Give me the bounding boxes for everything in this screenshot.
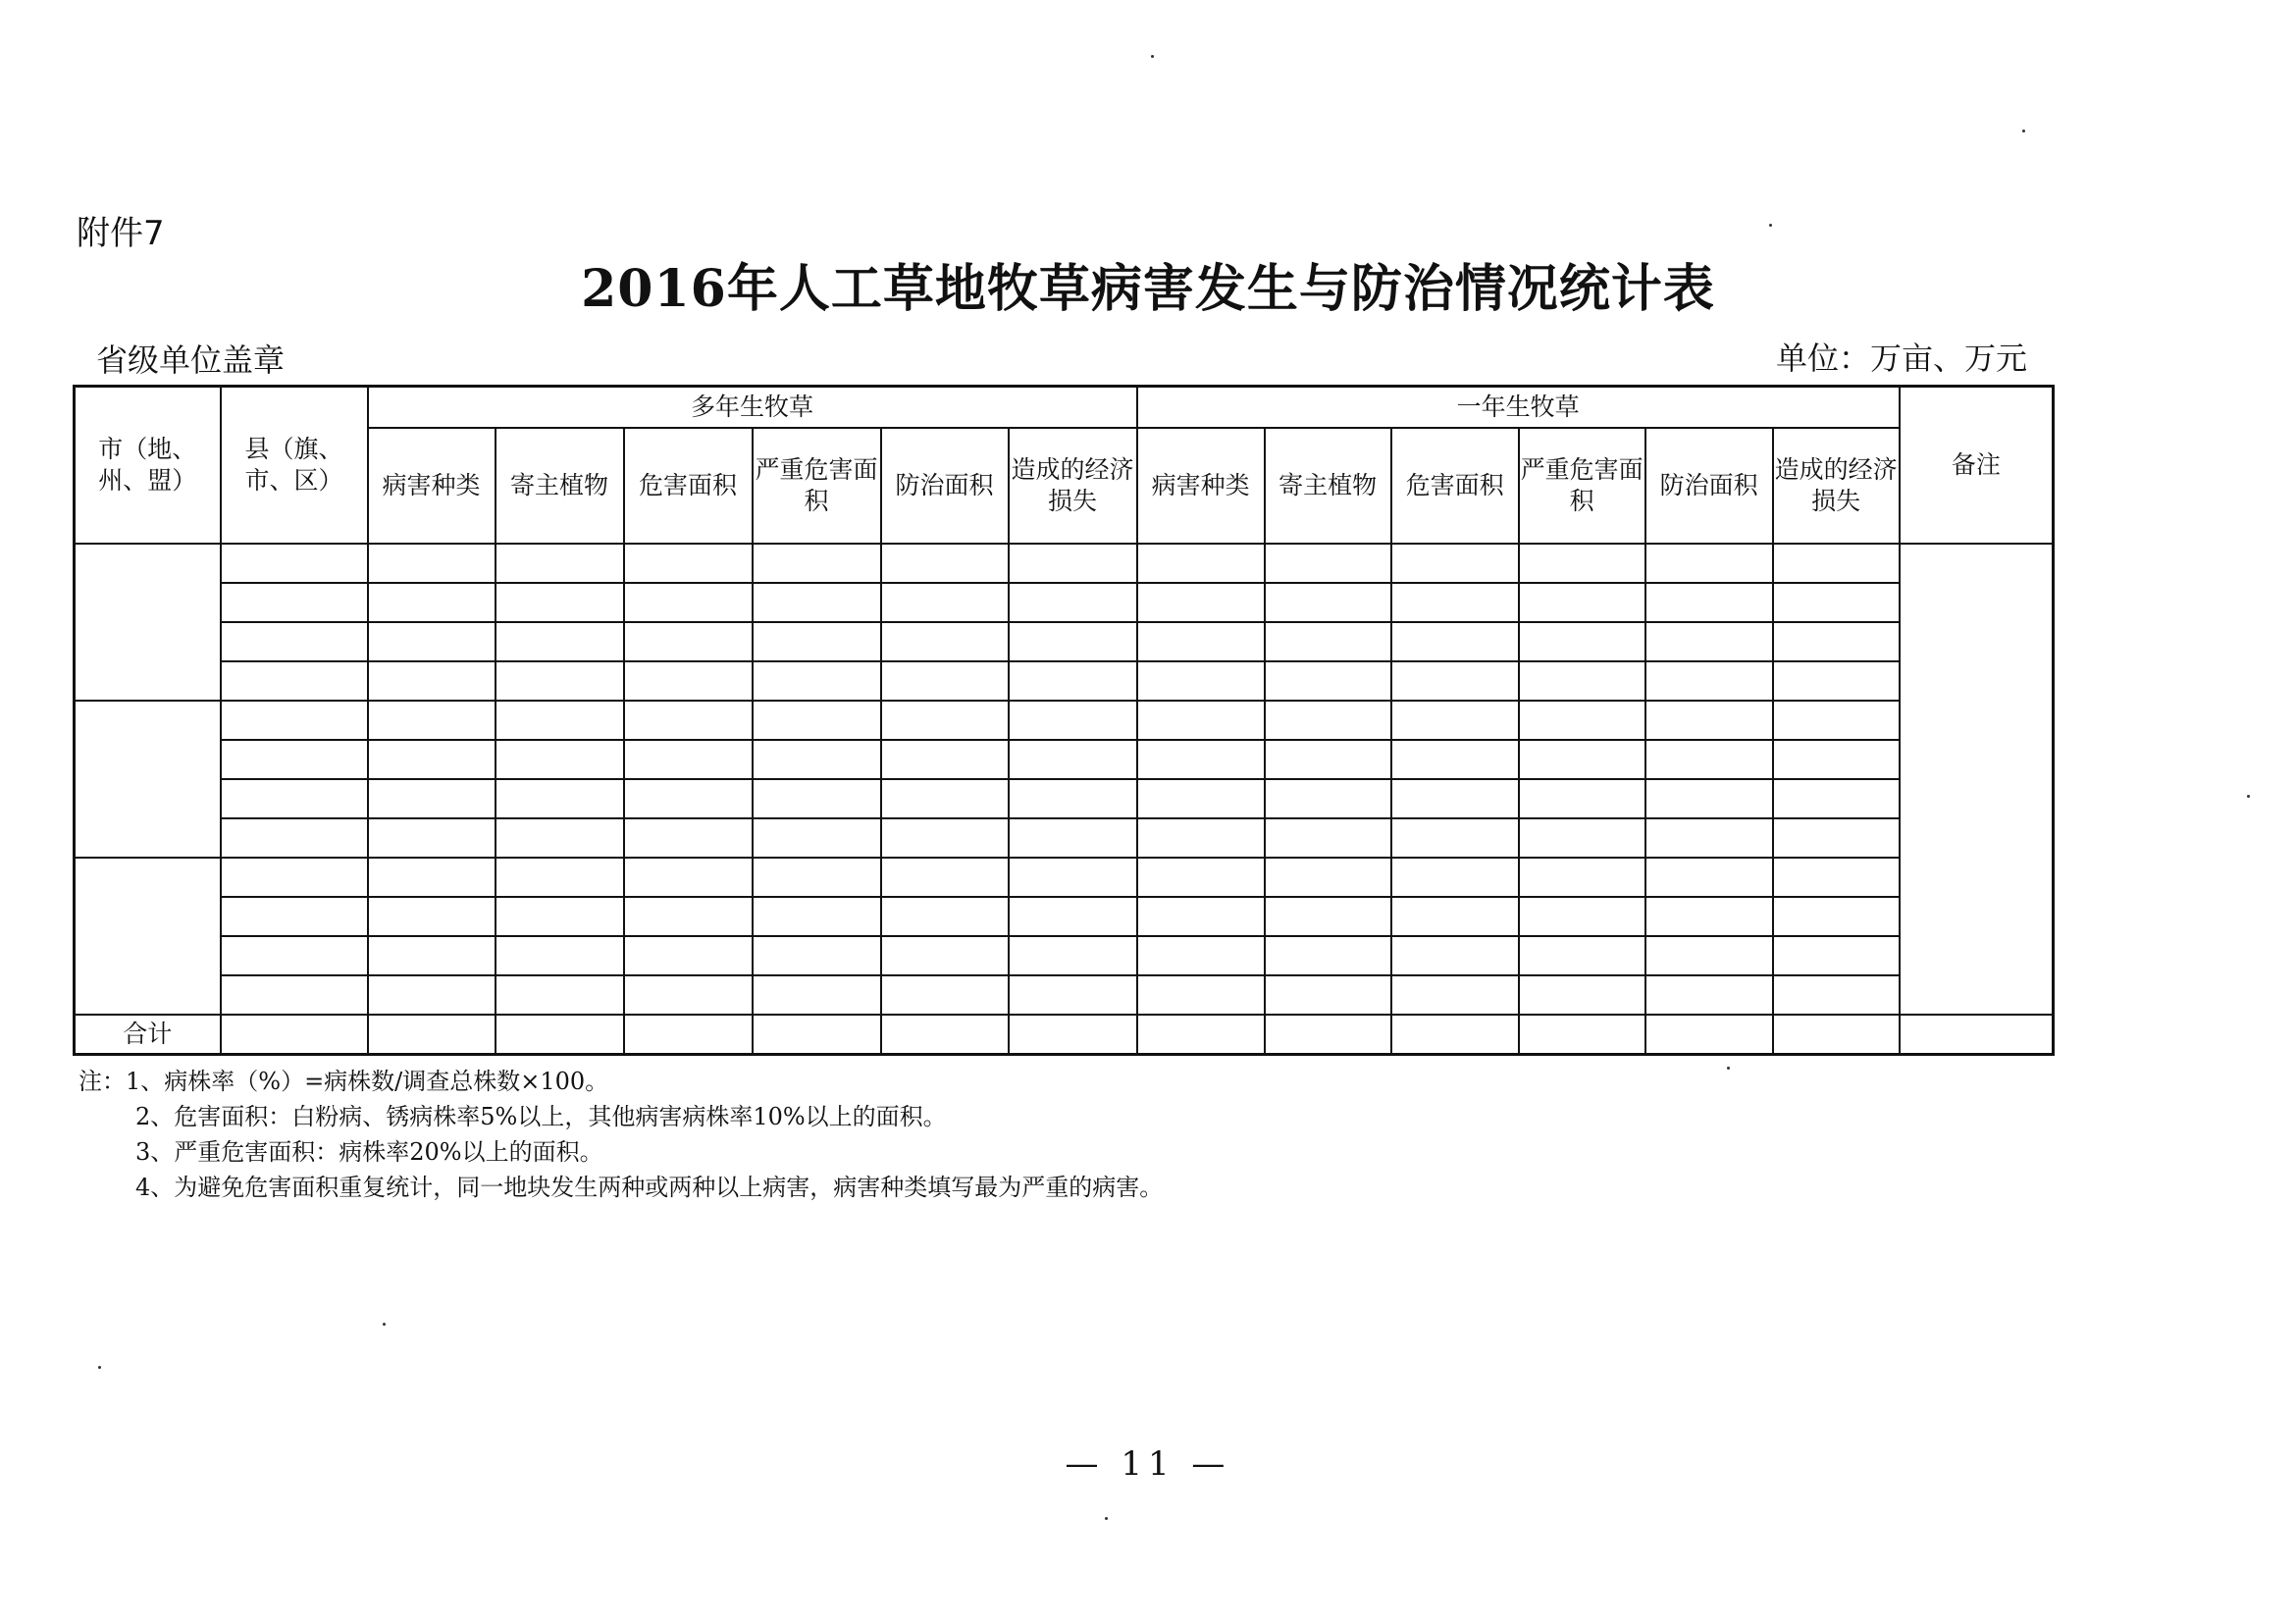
table-cell [881,975,1009,1015]
table-cell [1519,661,1645,701]
table-cell [881,740,1009,779]
table-cell [881,544,1009,583]
scan-speck [1769,224,1772,227]
header-annual-severe-area: 严重危害面积 [1519,428,1645,544]
table-cell [624,544,753,583]
table-cell [753,975,881,1015]
table-cell [1137,779,1265,818]
table-cell [1519,544,1645,583]
table-cell [1391,544,1519,583]
header-perennial-disease-type: 病害种类 [368,428,496,544]
scan-speck [2022,130,2025,132]
table-cell [1265,622,1391,661]
table-cell [368,583,496,622]
table-cell [368,661,496,701]
header-city [75,387,221,545]
scan-speck [1151,55,1154,58]
table-cell [221,936,368,975]
table-cell [624,779,753,818]
table-cell [753,779,881,818]
header-city-label: 市（地、州、盟） [98,434,197,495]
table-cell [496,622,624,661]
table-cell [1137,936,1265,975]
table-row [75,661,2054,701]
table-cell [1009,897,1137,936]
header-group-perennial: 多年生牧草 [368,387,1137,429]
table-cell [1391,818,1519,858]
table-cell [1645,661,1773,701]
table-cell [1519,858,1645,897]
table-cell [1645,583,1773,622]
table-cell [753,661,881,701]
table-cell [1009,740,1137,779]
table-cell [1519,975,1645,1015]
table-cell [624,622,753,661]
table-cell [881,858,1009,897]
table-cell [1645,622,1773,661]
table-cell [1137,818,1265,858]
table-cell [1773,701,1900,740]
table-cell [221,779,368,818]
table-cell [624,701,753,740]
statistics-table [73,385,2055,1056]
table-cell [1773,818,1900,858]
table-cell [1391,583,1519,622]
total-cell [1645,1015,1773,1055]
table-cell [368,740,496,779]
total-cell [496,1015,624,1055]
table-cell [1137,975,1265,1015]
table-cell [1391,779,1519,818]
table-cell [1137,897,1265,936]
scan-speck [383,1323,386,1326]
header-annual-damage-area: 危害面积 [1391,428,1519,544]
table-row [75,779,2054,818]
city-cell [75,544,221,701]
table-cell [1265,544,1391,583]
table-cell [496,897,624,936]
header-perennial-host-plant: 寄主植物 [496,428,624,544]
page-number: — 11 — [1065,1444,1231,1484]
table-cell [1645,975,1773,1015]
table-cell [221,622,368,661]
table-row [75,583,2054,622]
total-cell [1265,1015,1391,1055]
table-row [75,544,2054,583]
table-cell [1009,661,1137,701]
table-cell [753,897,881,936]
total-cell [881,1015,1009,1055]
note-3: 3、严重危害面积：病株率20%以上的面积。 [135,1138,603,1166]
table-cell [1265,779,1391,818]
attachment-label: 附件7 [77,214,165,253]
table-cell [1391,701,1519,740]
header-perennial-damage-area: 危害面积 [624,428,753,544]
table-cell [368,897,496,936]
table-cell [221,975,368,1015]
table-cell [496,975,624,1015]
scan-speck [1105,1517,1108,1520]
table-cell [368,818,496,858]
table-cell [1265,740,1391,779]
table-cell [1391,622,1519,661]
table-cell [221,701,368,740]
table-cell [1265,818,1391,858]
table-row [75,897,2054,936]
table-cell [753,936,881,975]
table-cell [1519,897,1645,936]
table-cell [624,583,753,622]
table-cell [1137,583,1265,622]
header-group-annual: 一年生牧草 [1137,387,1900,429]
table-cell [624,818,753,858]
table-cell [881,818,1009,858]
table-cell [624,936,753,975]
table-cell [1645,544,1773,583]
unit-label: 单位：万亩、万元 [1775,340,2027,377]
table-cell [368,936,496,975]
total-cell [1773,1015,1900,1055]
table-cell [1519,583,1645,622]
notes [78,1064,1163,1205]
table-cell [881,779,1009,818]
table-cell [368,975,496,1015]
table-cell [1645,897,1773,936]
table-cell [1391,661,1519,701]
table-cell [496,661,624,701]
table-cell [1773,544,1900,583]
header-annual-disease-type: 病害种类 [1137,428,1265,544]
table-cell [496,544,624,583]
table-cell [1773,936,1900,975]
table-row [75,936,2054,975]
table-cell [221,897,368,936]
total-row [75,1015,2054,1055]
table-cell [1519,740,1645,779]
table-cell [221,818,368,858]
table-cell [496,740,624,779]
header-county-label: 县（旗、市、区） [244,434,343,495]
note-1: 注：1、病株率（%）=病株数/调查总株数×100。 [78,1068,609,1095]
table-cell [1009,583,1137,622]
table-cell [1137,544,1265,583]
table-row [75,740,2054,779]
table-cell [1773,779,1900,818]
table-cell [1009,622,1137,661]
table-cell [496,858,624,897]
table-cell [1645,740,1773,779]
table-cell [1265,701,1391,740]
table-cell [624,858,753,897]
table-cell [221,661,368,701]
header-annual-control-area: 防治面积 [1645,428,1773,544]
table-cell [881,583,1009,622]
table-cell [221,583,368,622]
table-row [75,701,2054,740]
table-cell [624,740,753,779]
table-cell [753,740,881,779]
table-cell [881,622,1009,661]
table-cell [368,701,496,740]
table-cell [1773,661,1900,701]
table-cell [1009,975,1137,1015]
total-cell [1519,1015,1645,1055]
table-cell [1265,936,1391,975]
table-cell [1391,740,1519,779]
total-cell [624,1015,753,1055]
table-cell [1645,701,1773,740]
header-annual-economic-loss: 造成的经济损失 [1773,428,1900,544]
table-row [75,818,2054,858]
table-cell [368,622,496,661]
table-cell [1773,583,1900,622]
table-cell [1773,897,1900,936]
table-cell [1265,661,1391,701]
table-cell [881,897,1009,936]
table-cell [1391,975,1519,1015]
total-cell [1900,1015,2054,1055]
table-cell [881,701,1009,740]
table-cell [1137,701,1265,740]
header-perennial-severe-area: 严重危害面积 [753,428,881,544]
table-cell [1391,858,1519,897]
table-cell [1009,544,1137,583]
table-cell [753,818,881,858]
header-perennial-control-area: 防治面积 [881,428,1009,544]
table-cell [624,661,753,701]
table-cell [496,936,624,975]
table-cell [1009,936,1137,975]
table-cell [1391,936,1519,975]
table-cell [1519,622,1645,661]
document-title: 2016年人工草地牧草病害发生与防治情况统计表 [581,259,1715,319]
header-remark: 备注 [1900,387,2054,545]
table-cell [1265,583,1391,622]
table-cell [1009,818,1137,858]
table-cell [1009,779,1137,818]
table-cell [1645,779,1773,818]
table-cell [368,779,496,818]
table-row [75,858,2054,897]
table-cell [1773,740,1900,779]
table-cell [624,975,753,1015]
total-cell [1391,1015,1519,1055]
table-cell [1137,740,1265,779]
total-cell [753,1015,881,1055]
table-cell [753,544,881,583]
table-cell [1265,858,1391,897]
header-county [221,387,368,545]
table-cell [368,858,496,897]
table-cell [753,583,881,622]
total-cell [221,1015,368,1055]
table-cell [1773,622,1900,661]
total-cell [1137,1015,1265,1055]
scan-speck [98,1366,101,1369]
table-cell [221,740,368,779]
table-row [75,975,2054,1015]
table-cell [1645,936,1773,975]
table-cell [496,583,624,622]
table-cell [221,544,368,583]
header-annual-host-plant: 寄主植物 [1265,428,1391,544]
table-cell [881,936,1009,975]
header-perennial-economic-loss: 造成的经济损失 [1009,428,1137,544]
table-cell [1137,622,1265,661]
scan-speck [1727,1067,1730,1070]
table-cell [496,818,624,858]
table-cell [1773,975,1900,1015]
table-cell [1265,897,1391,936]
table-cell [1137,858,1265,897]
table-cell [753,622,881,661]
table-cell [368,544,496,583]
table-cell [1137,661,1265,701]
city-cell [75,858,221,1015]
total-cell [368,1015,496,1055]
table-cell [1009,701,1137,740]
table-cell [1519,779,1645,818]
table-cell [221,858,368,897]
seal-label: 省级单位盖章 [96,341,286,379]
statistics-table-container [73,385,2052,1057]
table-cell [1645,858,1773,897]
table-body [75,544,2054,1055]
table-row [75,622,2054,661]
table-cell [1265,975,1391,1015]
table-cell [753,701,881,740]
table-cell [1519,701,1645,740]
table-cell [1645,818,1773,858]
table-cell [753,858,881,897]
scan-speck [2247,795,2250,798]
table-cell [1009,858,1137,897]
note-4: 4、为避免危害面积重复统计，同一地块发生两种或两种以上病害，病害种类填写最为严重的病害。 [135,1174,1164,1201]
table-cell [624,897,753,936]
table-cell [1391,897,1519,936]
total-label: 合计 [75,1015,221,1055]
total-cell [1009,1015,1137,1055]
table-cell [1773,858,1900,897]
table-cell [496,701,624,740]
table-cell [881,661,1009,701]
table-cell [1519,936,1645,975]
table-cell [496,779,624,818]
note-2: 2、危害面积：白粉病、锈病株率5%以上，其他病害病株率10%以上的面积。 [135,1103,947,1130]
table-cell [1519,818,1645,858]
city-cell [75,701,221,858]
